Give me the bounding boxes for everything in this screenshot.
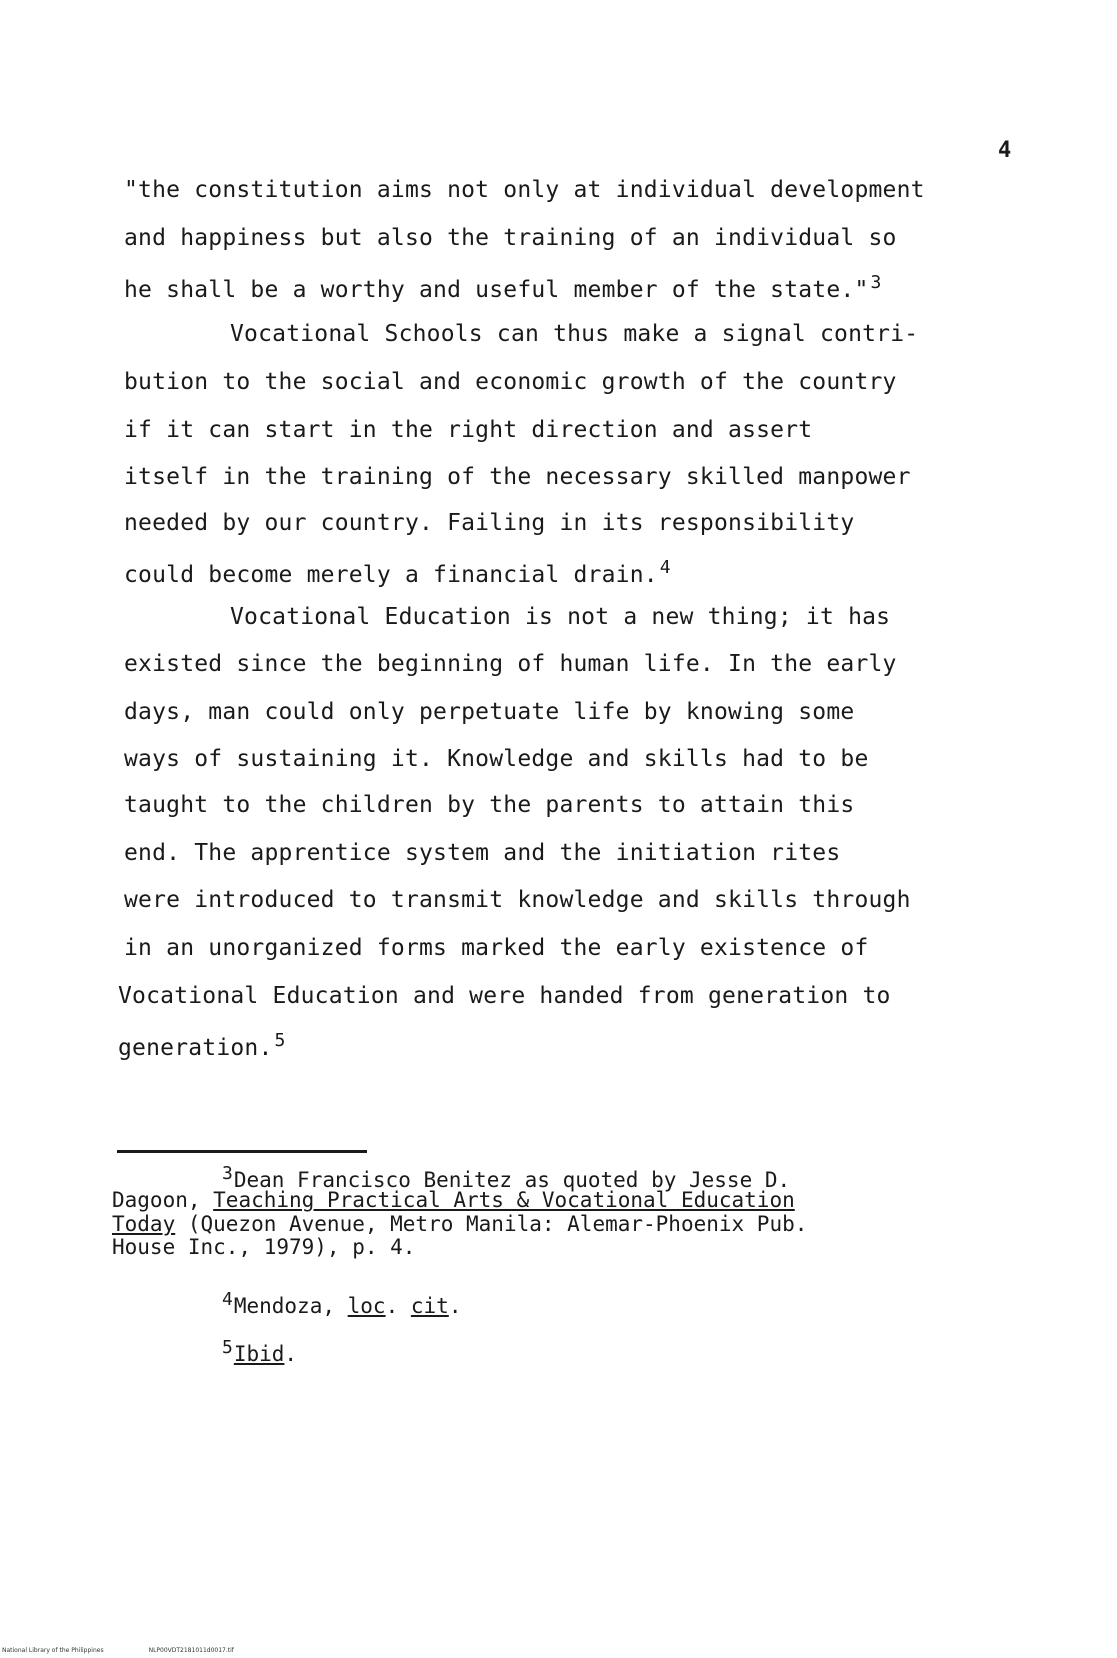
body-line-18 [118, 983, 891, 1009]
body-line-8 [124, 510, 854, 536]
body-line-6 [124, 417, 812, 443]
body-line-15-text: end. The apprentice system and the initiation rites [124, 840, 841, 866]
footnote-4-mark: 4 [222, 1289, 233, 1310]
body-line-1-text: "the constitution aims not only at individual development [124, 177, 925, 203]
footnote-rule [117, 1150, 367, 1153]
body-line-5 [124, 369, 897, 395]
body-line-12-text: days, man could only perpetuate life by knowing some [124, 699, 855, 725]
body-line-7-text: itself in the training of the necessary skilled manpower [124, 464, 911, 490]
footnote-3-title: Teaching Practical Arts & Vocational Education [213, 1188, 795, 1212]
body-line-19 [118, 1030, 286, 1061]
footnote-3-mark: 3 [222, 1163, 233, 1184]
footnote-4-author: Mendoza, [233, 1294, 348, 1318]
body-line-7 [124, 464, 911, 490]
body-line-15 [124, 840, 840, 866]
body-line-10-text: Vocational Education is not a new thing; it has [230, 604, 891, 630]
body-line-18-text: Vocational Education and were handed from generation to [118, 983, 891, 1009]
body-line-17-text: in an unorganized forms marked the early existence of [124, 935, 869, 961]
body-line-14 [124, 792, 854, 818]
footnote-3-line-4 [112, 1235, 415, 1259]
body-line-16 [124, 887, 911, 913]
footer-file: NLP00VDT2181011d0017.tif [148, 1647, 234, 1654]
body-line-12 [124, 699, 854, 725]
body-line-11 [124, 651, 897, 677]
body-line-19-text: generation. [118, 1035, 273, 1061]
footnote-4-cit: cit [410, 1294, 449, 1318]
body-line-13-text: ways of sustaining it. Knowledge and skills had to be [124, 746, 869, 772]
body-line-9-text: could become merely a financial drain. [124, 562, 658, 588]
body-line-4-text: Vocational Schools can thus make a signal contri- [230, 321, 919, 347]
footnote-5-ibid: Ibid [233, 1342, 285, 1366]
body-line-10 [230, 604, 890, 630]
body-line-4 [230, 321, 918, 347]
body-line-8-text: needed by our country. Failing in its responsibility [124, 510, 855, 536]
body-line-9 [124, 557, 671, 588]
footnote-5-end: . [284, 1342, 298, 1366]
body-line-2 [124, 225, 897, 251]
footnote-4-sep: . [385, 1294, 411, 1318]
body-line-16-text: were introduced to transmit knowledge and skills through [124, 887, 911, 913]
page-number: 4 [998, 138, 1012, 163]
scan-footer [2, 1647, 234, 1654]
body-line-2-text: and happiness but also the training of an individual so [124, 225, 897, 251]
body-line-13 [124, 746, 869, 772]
body-line-3-text: he shall be a worthy and useful member of the state." [124, 277, 869, 303]
body-line-5-text: bution to the social and economic growth of the country [124, 369, 897, 395]
footnote-5 [222, 1337, 297, 1366]
footnote-3-line-2 [112, 1188, 795, 1212]
footnote-3-author: Dagoon, [112, 1188, 214, 1212]
footnote-3-publisher: (Quezon Avenue, Metro Manila: Alemar-Phoenix Pub. [175, 1212, 808, 1236]
body-line-6-text: if it can start in the right direction and assert [124, 417, 813, 443]
footnote-3-title-end: Today [112, 1212, 176, 1236]
footnote-ref-4: 4 [659, 557, 671, 578]
footnote-4-end: . [448, 1294, 462, 1318]
footnote-5-mark: 5 [222, 1337, 233, 1358]
footnote-3-line-4-text: House Inc., 1979), p. 4. [112, 1235, 416, 1259]
body-line-3 [124, 272, 882, 303]
footnote-3-line-3 [112, 1212, 807, 1236]
footnote-4 [222, 1289, 461, 1318]
footnote-4-loc: loc [347, 1294, 386, 1318]
footnote-ref-5: 5 [274, 1030, 286, 1051]
body-line-1 [124, 177, 925, 203]
body-line-14-text: taught to the children by the parents to attain this [124, 792, 855, 818]
body-line-17 [124, 935, 869, 961]
footnote-ref-3: 3 [870, 272, 882, 293]
footer-library: National Library of the Philippines [2, 1647, 104, 1654]
body-line-11-text: existed since the beginning of human life. In the early [124, 651, 897, 677]
footnote-3-line-1-text: Dean Francisco Benitez as quoted by Jesse D. [233, 1168, 791, 1192]
